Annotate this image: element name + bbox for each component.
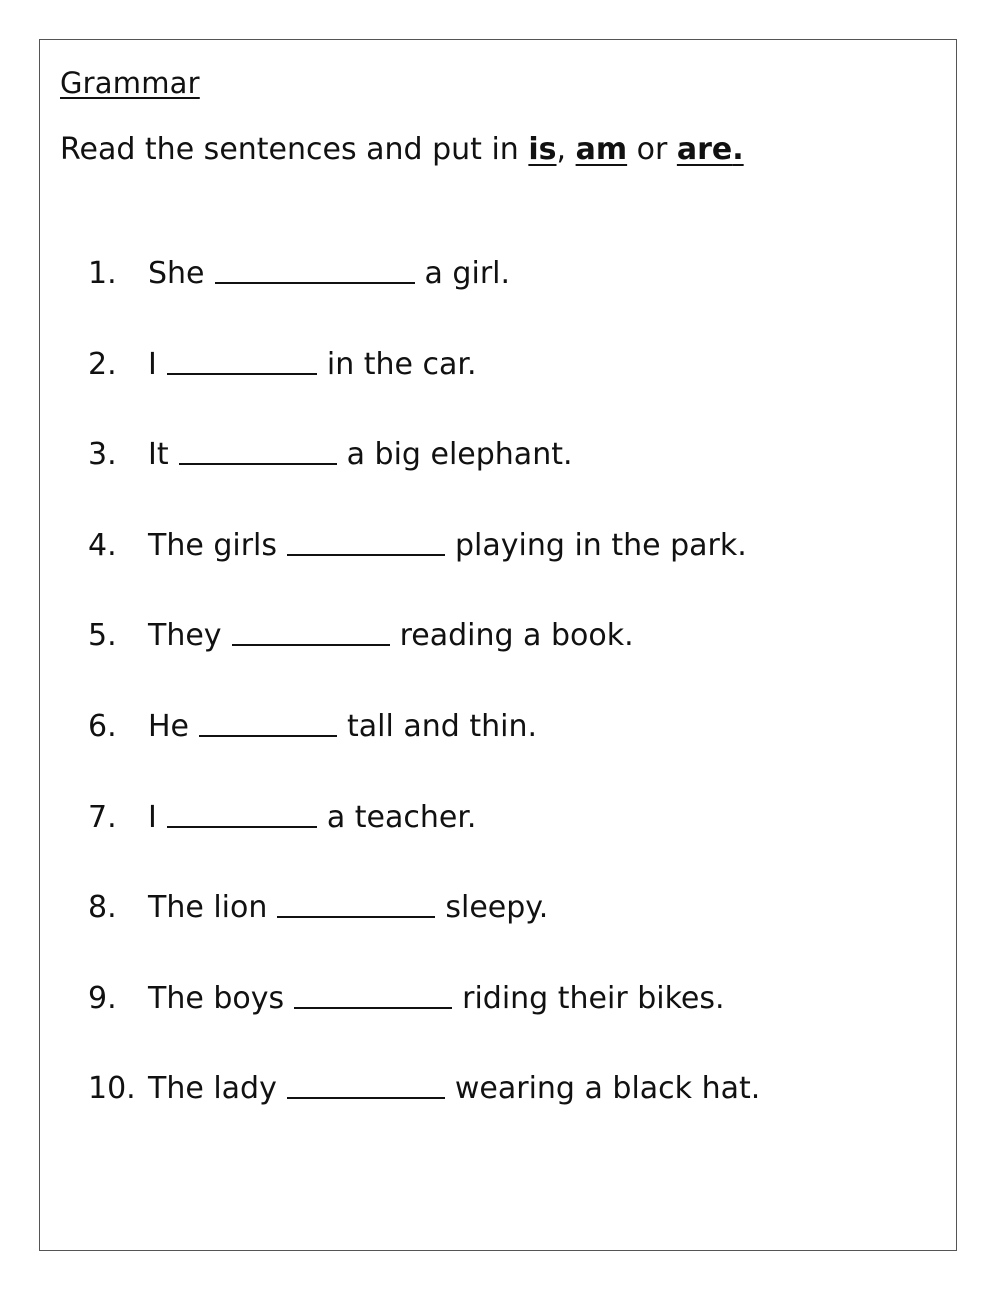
sentence-item	[88, 437, 760, 528]
answer-blank[interactable]	[199, 709, 337, 737]
sentence-start: The lady	[148, 1071, 277, 1107]
sentence-list	[88, 256, 760, 1162]
item-number: 3.	[88, 437, 117, 473]
sentence-start: He	[148, 708, 190, 744]
sentence-start: The girls	[148, 527, 278, 563]
answer-blank[interactable]	[167, 347, 317, 375]
answer-blank[interactable]	[294, 981, 452, 1009]
keyword-am: am	[575, 132, 628, 167]
keyword-are: are	[676, 132, 733, 167]
instruction-separator: or	[627, 132, 677, 167]
instruction-prefix: Read the sentences and put in	[60, 132, 529, 167]
instruction-text	[60, 132, 744, 167]
item-number: 9.	[88, 980, 117, 1016]
answer-blank[interactable]	[232, 618, 390, 646]
answer-blank[interactable]	[179, 437, 337, 465]
instruction-separator: ,	[556, 132, 567, 167]
sentence-item	[88, 709, 760, 800]
answer-blank[interactable]	[287, 528, 445, 556]
instruction-period: .	[732, 132, 744, 167]
answer-blank[interactable]	[215, 256, 415, 284]
sentence-end: reading a book.	[399, 618, 634, 654]
answer-blank[interactable]	[287, 1071, 445, 1099]
sentence-end: playing in the park.	[455, 527, 747, 563]
sentence-start: The lion	[148, 890, 268, 926]
sentence-start: They	[148, 618, 222, 654]
sentence-item	[88, 800, 760, 891]
sentence-end: sleepy.	[445, 890, 549, 926]
sentence-end: wearing a black hat.	[454, 1071, 761, 1107]
sentence-item	[88, 256, 760, 347]
sentence-end: riding their bikes.	[462, 980, 725, 1016]
sentence-start: I	[148, 799, 157, 835]
sentence-item	[88, 1071, 760, 1162]
sentence-end: a girl.	[424, 256, 511, 291]
item-number: 1.	[88, 256, 117, 291]
item-number: 5.	[88, 618, 117, 654]
keyword-is: is	[528, 132, 557, 167]
sentence-item	[88, 981, 760, 1072]
sentence-start: It	[148, 437, 169, 473]
item-number: 7.	[88, 799, 117, 835]
item-number: 2.	[88, 346, 117, 382]
item-number: 6.	[88, 708, 117, 744]
sentence-end: tall and thin.	[347, 708, 538, 744]
worksheet-heading: Grammar	[60, 66, 200, 100]
sentence-end: a big elephant.	[346, 437, 573, 473]
sentence-start: She	[148, 256, 205, 291]
sentence-item	[88, 890, 760, 981]
sentence-end: in the car.	[326, 346, 477, 382]
answer-blank[interactable]	[167, 800, 317, 828]
item-number: 8.	[88, 890, 117, 926]
worksheet-page	[39, 39, 957, 1251]
sentence-start: I	[148, 346, 157, 382]
sentence-end: a teacher.	[326, 799, 477, 835]
item-number: 4.	[88, 527, 117, 563]
sentence-item	[88, 618, 760, 709]
item-number: 10.	[88, 1071, 136, 1107]
sentence-item	[88, 347, 760, 438]
sentence-item	[88, 528, 760, 619]
sentence-start: The boys	[148, 980, 285, 1016]
answer-blank[interactable]	[277, 890, 435, 918]
